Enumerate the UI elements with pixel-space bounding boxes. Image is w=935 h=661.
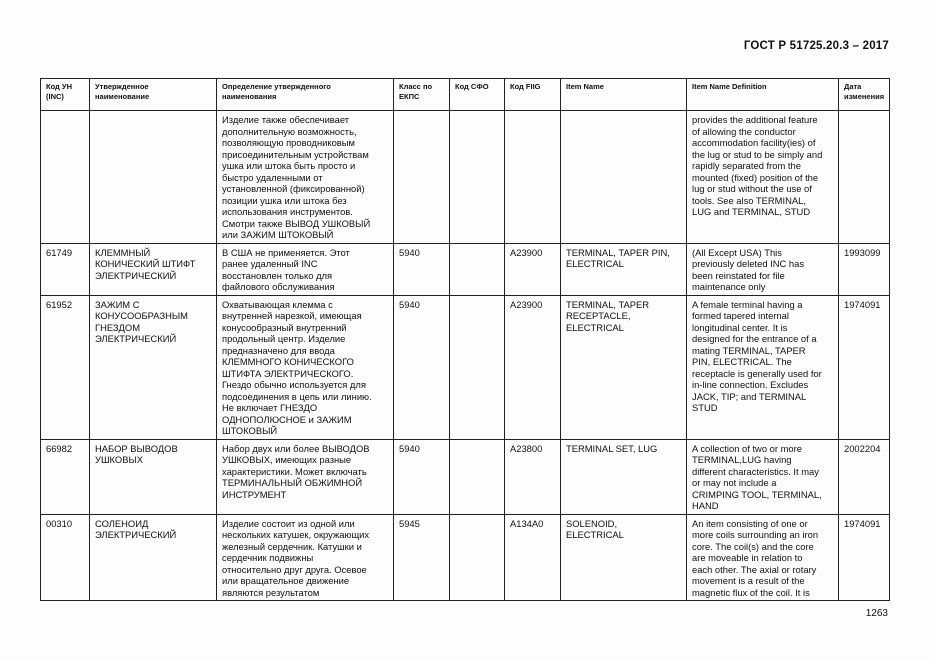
cell-change-date: 1993099	[839, 243, 890, 295]
cell-sfo-code	[450, 243, 505, 295]
cell-item-name	[561, 111, 687, 244]
cell-ekps-class: 5940	[394, 295, 450, 439]
document-standard-header: ГОСТ Р 51725.20.3 – 2017	[743, 40, 889, 52]
cell-sfo-code	[450, 111, 505, 244]
cell-approved-name: НАБОР ВЫВОДОВ УШКОВЫХ	[90, 439, 217, 514]
cell-ekps-class: 5940	[394, 243, 450, 295]
cell-fiig-code: A134A0	[505, 514, 561, 601]
column-header-ekps-class: Класс по ЕКПС	[394, 79, 450, 111]
cell-approved-name: ЗАЖИМ С КОНУСООБРАЗНЫМ ГНЕЗДОМ ЭЛЕКТРИЧЕСКИЙ	[90, 295, 217, 439]
page-number: 1263	[865, 608, 888, 619]
cell-definition-ru: В США не применяется. Этот ранее удаленный INC восстановлен только для файлового обслуживания	[217, 243, 394, 295]
column-header-inc: Код УН (INC)	[41, 79, 90, 111]
table-row	[41, 295, 890, 439]
column-header-fiig-code: Код FIIG	[505, 79, 561, 111]
cell-definition-ru: Изделие также обеспечивает дополнительную возможность, позволяющую проводниковым присоединительным устройствам ушка или штока быть просто и быстро удаленными от установленной (фиксированной) позиции ушка или штока без использования инструментов. Смотри также ВЫВОД УШКОВЫЙ или ЗАЖИМ ШТОКОВЫЙ	[217, 111, 394, 244]
cell-item-name: TERMINAL, TAPER PIN, ELECTRICAL	[561, 243, 687, 295]
cell-approved-name: КЛЕММНЫЙ КОНИЧЕСКИЙ ШТИФТ ЭЛЕКТРИЧЕСКИЙ	[90, 243, 217, 295]
cell-sfo-code	[450, 439, 505, 514]
cell-fiig-code: A23800	[505, 439, 561, 514]
table-row	[41, 514, 890, 601]
cell-item-name-definition: provides the additional feature of allowing the conductor accommodation facility(ies) of the lug or stud to be simply and rapidly separated from the mounted (fixed) position of the lug or stud without the use of tools. See also TERMINAL, LUG and TERMINAL, STUD	[687, 111, 839, 244]
table-row	[41, 111, 890, 244]
cell-definition-ru: Охватывающая клемма с внутренней нарезкой, имеющая конусообразный внутренний продольный центр. Изделие предназначено для ввода КЛЕММНОГО КОНИЧЕСКОГО ШТИФТА ЭЛЕКТРИЧЕСКОГО. Гнездо обычно используется для подсоединения в цепь или линию. Не включает ГНЕЗДО ОДНОПОЛЮСНОЕ и ЗАЖИМ ШТОКОВЫЙ	[217, 295, 394, 439]
cell-ekps-class: 5945	[394, 514, 450, 601]
cell-change-date	[839, 111, 890, 244]
cell-approved-name	[90, 111, 217, 244]
cell-approved-name: СОЛЕНОИД ЭЛЕКТРИЧЕСКИЙ	[90, 514, 217, 601]
cell-item-name: SOLENOID, ELECTRICAL	[561, 514, 687, 601]
cell-sfo-code	[450, 514, 505, 601]
cell-sfo-code	[450, 295, 505, 439]
cell-change-date: 1974091	[839, 295, 890, 439]
cell-definition-ru: Набор двух или более ВЫВОДОВ УШКОВЫХ, имеющих разные характеристики. Может включать ТЕРМИНАЛЬНЫЙ ОБЖИМНОЙ ИНСТРУМЕНТ	[217, 439, 394, 514]
cell-inc: 66982	[41, 439, 90, 514]
column-header-definition-ru: Определение утвержденного наименования	[217, 79, 394, 111]
cell-change-date: 1974091	[839, 514, 890, 601]
cell-item-name-definition: A collection of two or more TERMINAL,LUG having different characteristics. It may or may not include a CRIMPING TOOL, TERMINAL, HAND	[687, 439, 839, 514]
table-row	[41, 243, 890, 295]
cell-inc: 00310	[41, 514, 90, 601]
catalog-table	[40, 78, 890, 601]
column-header-approved-name: Утвержденное наименование	[90, 79, 217, 111]
cell-inc: 61749	[41, 243, 90, 295]
cell-inc: 61952	[41, 295, 90, 439]
cell-ekps-class	[394, 111, 450, 244]
table-header-row	[41, 79, 890, 111]
cell-change-date: 2002204	[839, 439, 890, 514]
cell-fiig-code	[505, 111, 561, 244]
cell-inc	[41, 111, 90, 244]
cell-item-name: TERMINAL, TAPER RECEPTACLE, ELECTRICAL	[561, 295, 687, 439]
cell-item-name-definition: An item consisting of one or more coils surrounding an iron core. The coil(s) and the core are moveable in relation to each other. The axial or rotary movement is a result of the magnetic flux of the coil. It is	[687, 514, 839, 601]
cell-item-name-definition: A female terminal having a formed tapered internal longitudinal center. It is designed for the entrance of a mating TERMINAL, TAPER PIN, ELECTRICAL. The receptacle is generally used for in-line connection. Excludes JACK, TIP; and TERMINAL STUD	[687, 295, 839, 439]
table-row	[41, 439, 890, 514]
cell-item-name: TERMINAL SET, LUG	[561, 439, 687, 514]
column-header-change-date: Дата изменения	[839, 79, 890, 111]
column-header-item-name: Item Name	[561, 79, 687, 111]
cell-ekps-class: 5940	[394, 439, 450, 514]
column-header-item-name-definition: Item Name Definition	[687, 79, 839, 111]
cell-item-name-definition: (All Except USA) This previously deleted INC has been reinstated for file maintenance only	[687, 243, 839, 295]
cell-fiig-code: A23900	[505, 295, 561, 439]
cell-fiig-code: A23900	[505, 243, 561, 295]
cell-definition-ru: Изделие состоит из одной или нескольких катушек, окружающих железный сердечник. Катушки и сердечник подвижны относительно друг друга. Осевое или вращательное движение являются результатом	[217, 514, 394, 601]
column-header-sfo-code: Код СФО	[450, 79, 505, 111]
